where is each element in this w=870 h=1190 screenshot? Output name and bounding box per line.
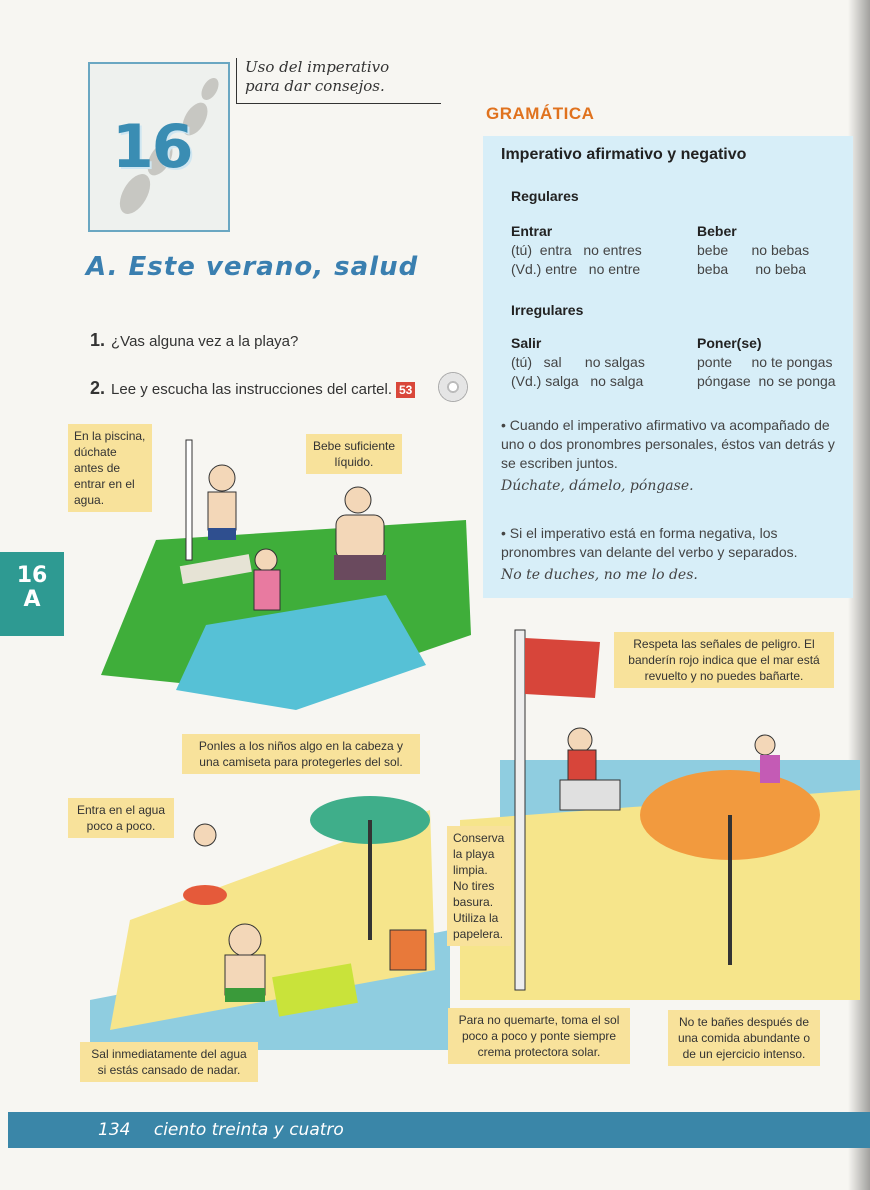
section-title: A. Este verano, salud [86, 252, 419, 282]
verb-beber: Beber [697, 223, 737, 239]
lesson-title-line-1: Uso del imperativo [245, 58, 390, 76]
question-2 [90, 378, 415, 399]
beber-row-2: beba no beba [697, 261, 806, 277]
side-tab-letter: A [23, 587, 41, 612]
footer-page-number: 134 [98, 1120, 131, 1140]
note-bebe: Bebe suficiente líquido. [306, 434, 402, 474]
grammar-rule-1 [501, 416, 841, 496]
poner-row-1: ponte no te pongas [697, 354, 833, 370]
question-2-number: 2. [90, 378, 106, 398]
question-1 [90, 330, 298, 351]
audio-cd-icon[interactable] [438, 372, 468, 402]
note-conserva: Conserva la playa limpia. No tires basura. Utiliza la papelera. [447, 826, 511, 946]
grammar-panel [483, 136, 853, 598]
unit-side-tab [0, 552, 64, 636]
salir-row-1: (tú) sal no salgas [511, 354, 645, 370]
grammar-example-2: No te duches, no me lo des. [501, 567, 698, 583]
entrar-row-1: (tú) entra no entres [511, 242, 642, 258]
grammar-rule-2-text: • Si el imperativo está en forma negativa, los pronombres van delante del verbo y separados. [501, 525, 798, 560]
conjugation-beber [697, 222, 809, 279]
audio-track-badge[interactable]: 53 [396, 382, 415, 398]
grammar-title: Imperativo afirmativo y negativo [501, 146, 747, 163]
verb-salir: Salir [511, 335, 542, 351]
note-ponles: Ponles a los niños algo en la cabeza y una camiseta para protegerles del sol. [182, 734, 420, 774]
grammar-rule-1-text: • Cuando el imperativo afirmativo va acompañado de uno o dos pronombres personales, éstos van detrás y se escriben juntos. [501, 417, 835, 471]
question-1-text: ¿Vas alguna vez a la playa? [111, 333, 299, 350]
conjugation-entrar [511, 222, 642, 279]
note-quemarte: Para no quemarte, toma el sol poco a poco y ponte siempre crema protectora solar. [448, 1008, 630, 1064]
unit-number: 16 [112, 112, 192, 182]
footer-page-text [98, 1120, 344, 1140]
note-respeta: Respeta las señales de peligro. El banderín rojo indica que el mar está revuelto y no puedes bañarte. [614, 632, 834, 688]
note-entra: Entra en el agua poco a poco. [68, 798, 174, 838]
beber-row-1: bebe no bebas [697, 242, 810, 258]
question-2-text: Lee y escucha las instrucciones del cartel. [111, 381, 392, 398]
irregular-heading: Irregulares [511, 302, 584, 318]
question-1-number: 1. [90, 330, 106, 350]
entrar-row-2: (Vd.) entre no entre [511, 261, 641, 277]
note-sal: Sal inmediatamente del agua si estás cansado de nadar. [80, 1042, 258, 1082]
conjugation-salir [511, 334, 645, 391]
note-banes: No te bañes después de una comida abundante o de un ejercicio intenso. [668, 1010, 820, 1066]
grammar-label: GRAMÁTICA [486, 104, 595, 123]
footer-bar [8, 1112, 870, 1148]
note-piscina: En la piscina, dúchate antes de entrar en el agua. [68, 424, 152, 512]
unit-number-box [88, 62, 230, 232]
regular-heading: Regulares [511, 188, 579, 204]
lesson-title-box [236, 58, 441, 104]
verb-poner: Poner(se) [697, 335, 762, 351]
lesson-title-line-2: para dar consejos. [245, 77, 385, 95]
grammar-rule-2 [501, 524, 841, 585]
verb-entrar: Entrar [511, 223, 553, 239]
conjugation-poner [697, 334, 836, 391]
grammar-example-1: Dúchate, dámelo, póngase. [501, 478, 694, 494]
side-tab-number: 16 [16, 563, 48, 588]
poner-row-2: póngase no se ponga [697, 373, 836, 389]
salir-row-2: (Vd.) salga no salga [511, 373, 644, 389]
footer-page-words: ciento treinta y cuatro [153, 1120, 344, 1140]
